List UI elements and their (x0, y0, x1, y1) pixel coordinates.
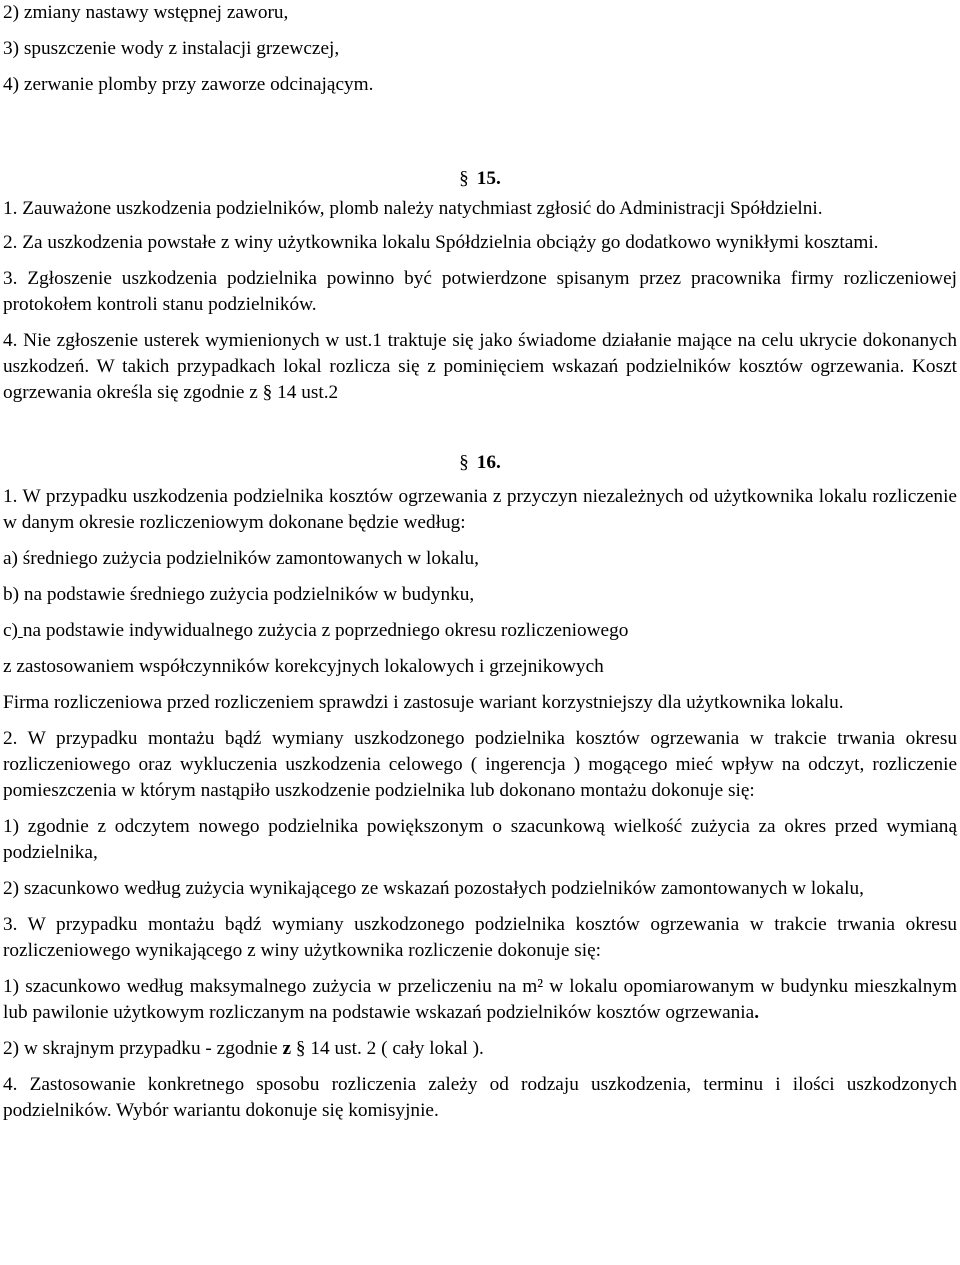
section-number: 16. (476, 452, 501, 473)
s16-item-4: 4. Zastosowanie konkretnego sposobu rozliczenia zależy od rodzaju uszkodzenia, terminu i ilości uszkodzonych podzielników. Wybór wariantu dokonuje się komisyjnie. (3, 1074, 957, 1121)
s16-item-2-2: 2) szacunkowo według zużycia wynikającego ze wskazań pozostałych podzielników zamontowanych w lokalu, (3, 878, 864, 899)
s15-item-4 (3, 328, 957, 406)
s16-item-1c-text: na podstawie indywidualnego zużycia z poprzedniego okresu rozliczeniowego (22, 620, 629, 641)
s16-item-1c-label: c) (3, 620, 18, 641)
s15-item-2: 2. Za uszkodzenia powstałe z winy użytkownika lokalu Spółdzielnia obciąży go dodatkowo wynikłymi kosztami. (3, 232, 879, 253)
s16-item-3-2-ref: 14 ust. 2 ( cały lokal ). (310, 1038, 484, 1059)
section-number: 15. (476, 168, 501, 189)
s15-item-1: 1. Zauważone uszkodzenia podzielników, plomb należy natychmiast zgłosić do Administracji Spółdzielni. (3, 198, 823, 219)
s16-item-3: 3. W przypadku montażu bądź wymiany uszkodzonego podzielnika kosztów ogrzewania w trakcie trwania okresu rozliczeniowego wynikającego z winy użytkownika rozliczenie dokonuje się: (3, 914, 957, 961)
s16-item-1b: b) na podstawie średniego zużycia podzielników w budynku, (3, 584, 475, 605)
section-symbol: § (459, 168, 469, 189)
intro-item-3: 3) spuszczenie wody z instalacji grzewczej, (3, 38, 340, 59)
s16-item-3-1-text: 1) szacunkowo według maksymalnego zużycia w przeliczeniu na m² w lokalu opomiarowanym w budynku mieszkalnym lub pawilonie użytkowym rozliczanym na podstawie wskazań podzielników kosztów ogrzewania (3, 976, 957, 1023)
s16-item-3-1-dot: . (754, 1002, 760, 1023)
s16-item-1: 1. W przypadku uszkodzenia podzielnika kosztów ogrzewania z przyczyn niezależnych od użytkownika lokalu rozliczenie w danym okresie rozliczeniowym dokonane będzie według: (3, 486, 957, 533)
s16-item-1a: a) średniego zużycia podzielników zamontowanych w lokalu, (3, 548, 479, 569)
intro-item-4: 4) zerwanie plomby przy zaworze odcinającym. (3, 74, 374, 95)
s16-item-1c (3, 618, 957, 644)
section-15-heading (3, 166, 957, 192)
s15-item-4-text: 4. Nie zgłoszenie usterek wymienionych w ust.1 traktuje się jako świadome działanie mające na celu ukrycie dokonanych uszkodzeń. W takich przypadkach lokal rozlicza się z pominięciem wskazań podzielników kosztów ogrzewania. Koszt ogrzewania określa się zgodnie z (3, 330, 957, 403)
section-16-heading (3, 450, 957, 476)
section-symbol: § (295, 1038, 306, 1059)
s16-item-2: 2. W przypadku montażu bądź wymiany uszkodzonego podzielnika kosztów ogrzewania w trakcie trwania okresu rozliczeniowego oraz wykluczenia uszkodzenia celowego ( ingerencja ) mogącego mieć wpływ na odczyt, rozliczenie pomieszczenia w którym nastąpiło uszkodzenie podzielnika lub dokonano montażu dokonuje się: (3, 728, 957, 801)
s16-item-1c-cont: z zastosowaniem współczynników korekcyjnych lokalowych i grzejnikowych (3, 656, 604, 677)
s16-item-3-2-z: z (282, 1038, 292, 1059)
s16-item-3-2-text: 2) w skrajnym przypadku - zgodnie (3, 1038, 278, 1059)
section-symbol: § (459, 452, 469, 473)
s16-item-2-1: 1) zgodnie z odczytem nowego podzielnika powiększonym o szacunkową wielkość zużycia za okres przed wymianą podzielnika, (3, 816, 957, 863)
document-page (3, 0, 957, 1124)
s16-item-3-1 (3, 974, 957, 1026)
s16-item-3-2 (3, 1036, 957, 1062)
section-symbol: § (262, 382, 273, 403)
intro-item-2: 2) zmiany nastawy wstępnej zaworu, (3, 2, 289, 23)
s15-item-3: 3. Zgłoszenie uszkodzenia podzielnika powinno być potwierdzone spisanym przez pracownika firmy rozliczeniowej protokołem kontroli stanu podzielników. (3, 268, 957, 315)
s16-firm-note: Firma rozliczeniowa przed rozliczeniem sprawdzi i zastosuje wariant korzystniejszy dla użytkownika lokalu. (3, 692, 844, 713)
s15-item-4-ref: 14 ust.2 (277, 382, 339, 403)
